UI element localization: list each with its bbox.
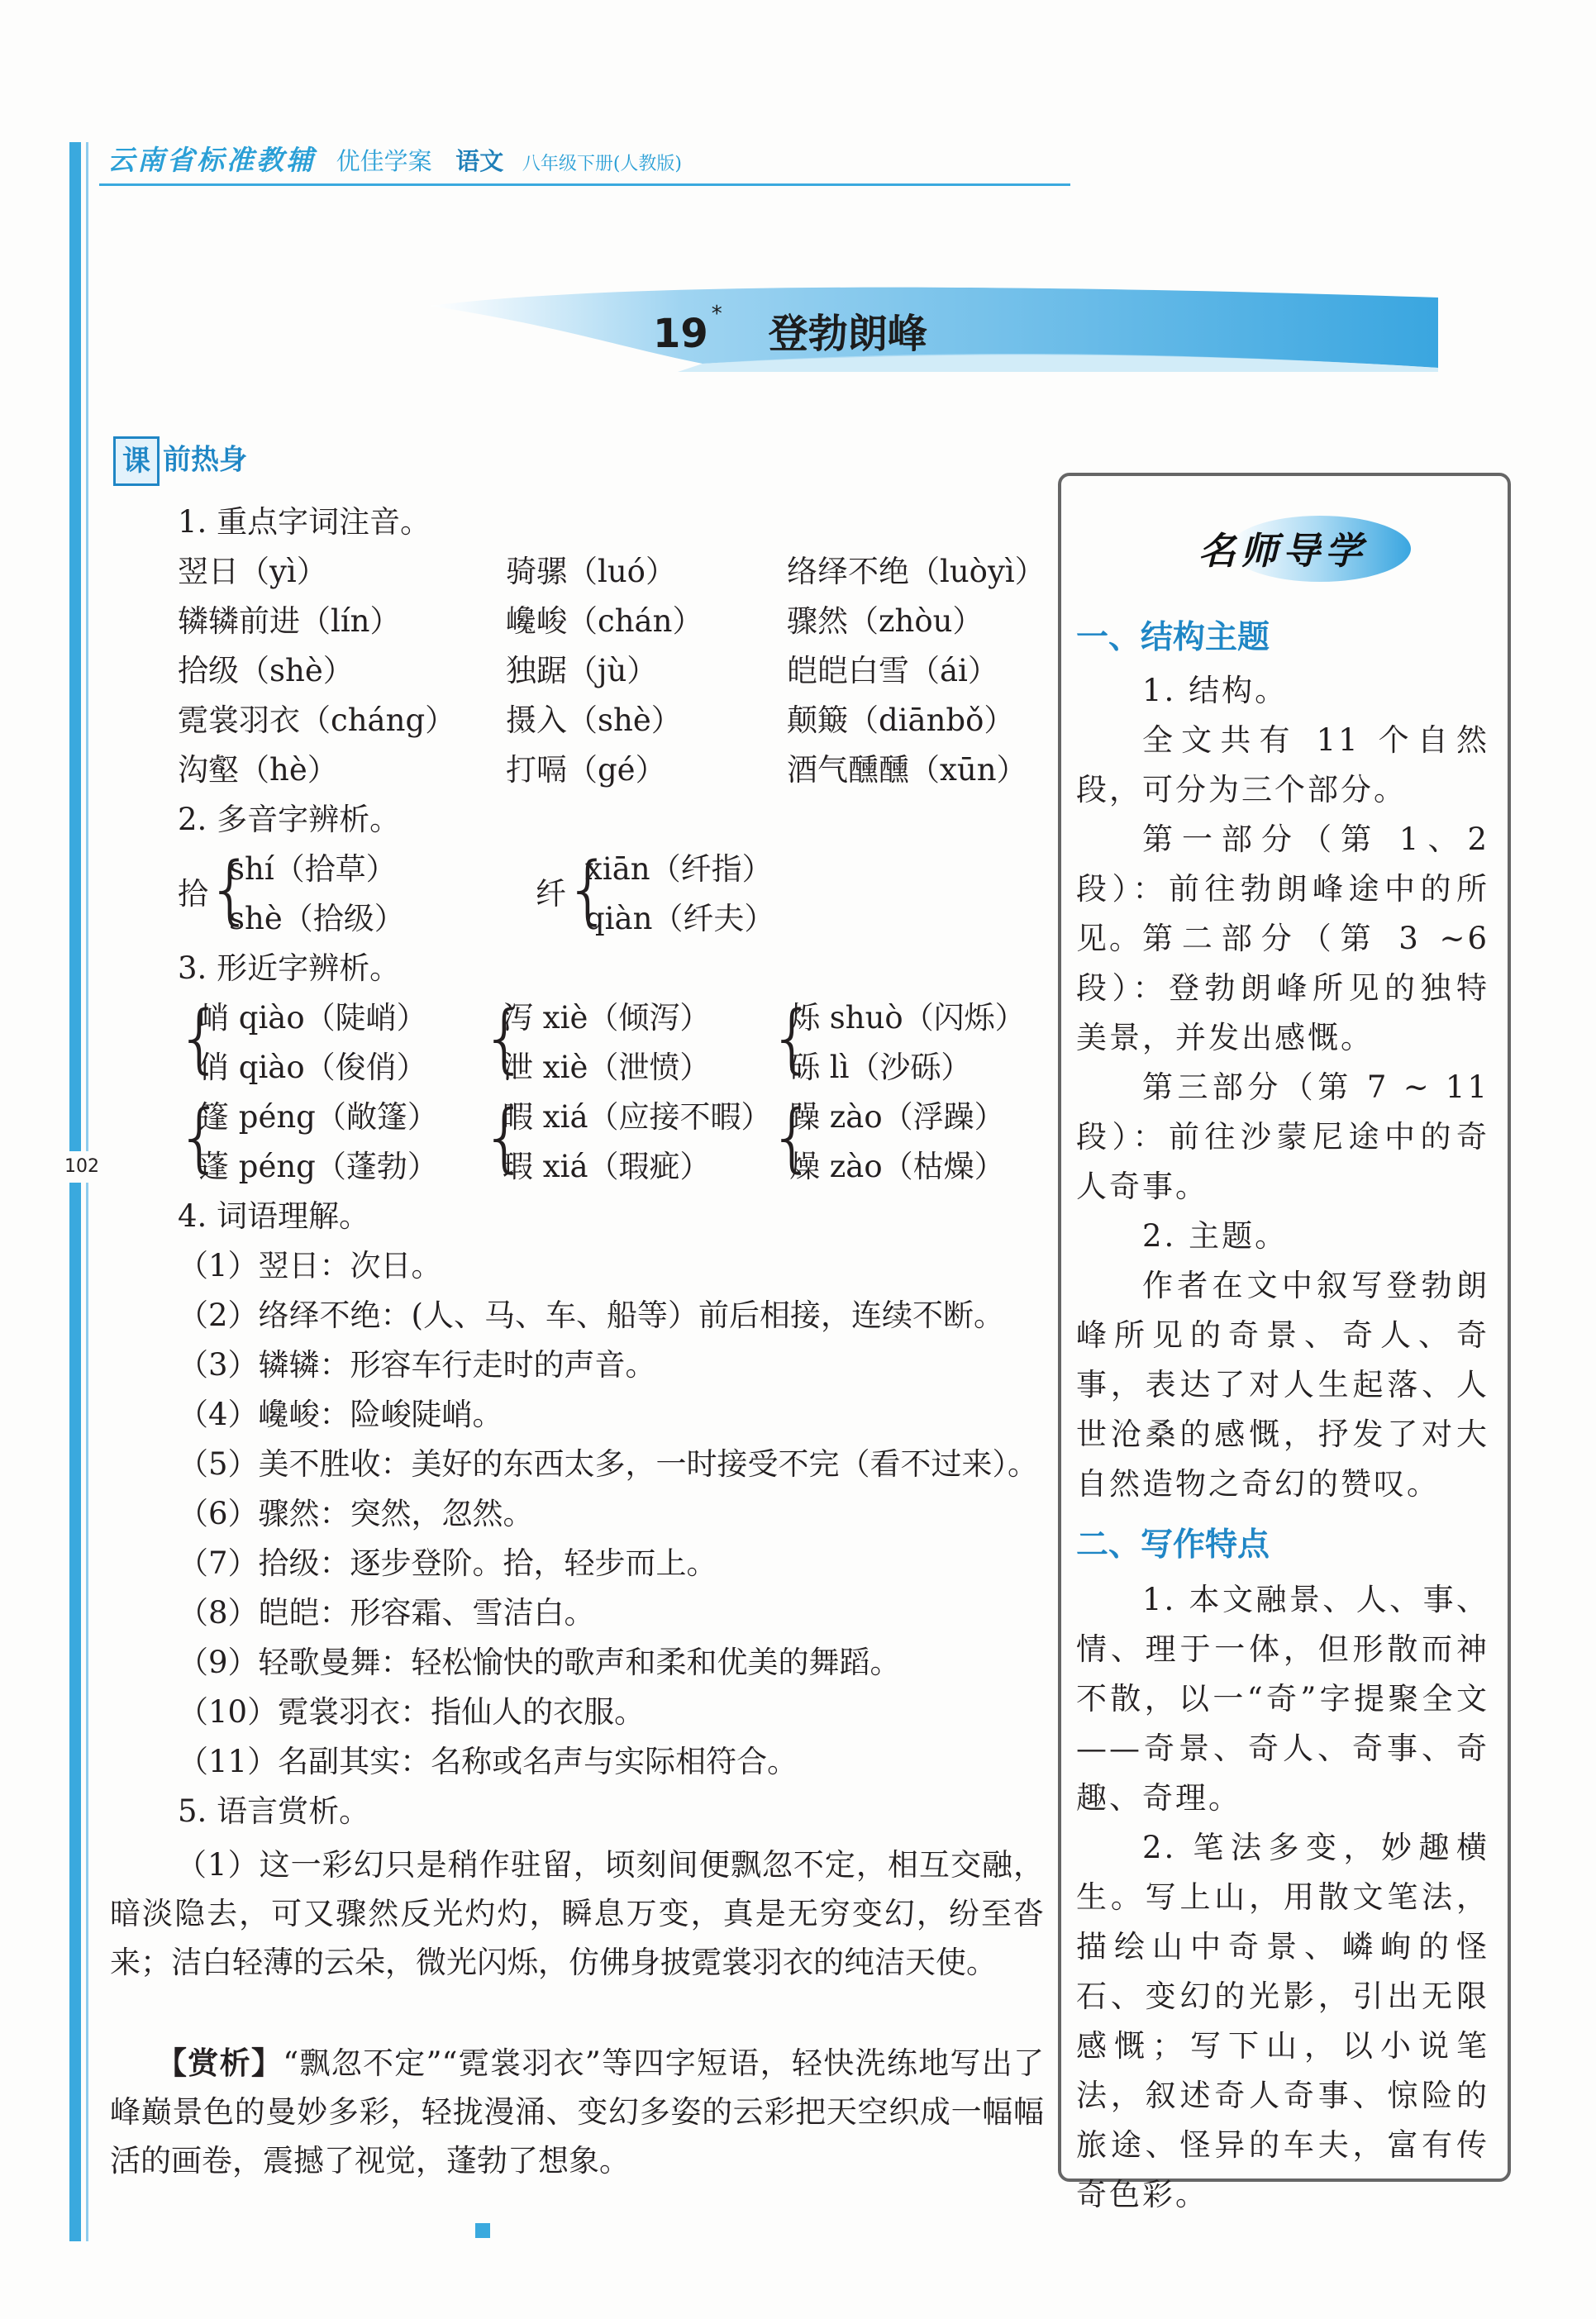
q1-cell: 骑骡（luó）: [506, 554, 676, 589]
q2-heading: 2. 多音字辨析。: [178, 802, 401, 837]
q3-item: 俏 qiào（俊俏）: [198, 1050, 427, 1085]
analysis-text: “飘忽不定”“霓裳羽衣”等四字短语，轻快洗练地写出了峰巅景色的曼妙多彩，轻拢漫涌、变幻多姿的云彩把天空织成一幅幅活的画卷，震撼了视觉，蓬勃了想象。: [110, 2045, 1045, 2179]
q1-cell: 络绎不绝（luòyì）: [787, 554, 1046, 589]
sidebar-section2-title: 二、写作特点: [1076, 1526, 1270, 1564]
list-item: （2）络绎不绝：(人、马、车、船等）前后相接，连续不断。: [178, 1298, 1004, 1333]
sidebar-paragraph: 2. 笔法多变，妙趣横生。写上山，用散文笔法，描绘山中奇景、嶙峋的怪石、变幻的光影，引出无限感慨；写下山，以小说笔法，叙述奇人奇事、惊险的旅途、怪异的车夫，富有传奇色彩。: [1076, 1830, 1489, 2212]
lesson-number: 19: [653, 311, 708, 357]
q2-item: qiàn（纤夫）: [585, 901, 775, 936]
q1-cell: 摄入（shè）: [506, 702, 682, 738]
q2-item: shè（拾级）: [229, 901, 405, 936]
list-item: （5）美不胜收：美好的东西太多，一时接受不完（看不过来）。: [178, 1446, 1039, 1482]
q1-cell: 骤然（zhòu）: [787, 603, 984, 639]
section-prep-heading: [113, 436, 247, 486]
q3-heading: 3. 形近字辨析。: [178, 950, 401, 986]
header-subject: 语文: [455, 147, 504, 175]
brace-glyph: {: [481, 995, 529, 1082]
q5-quote: （1）这一彩幻只是稍作驻留，顷刻间便飘忽不定，相互交融，暗淡隐去，可又骤然反光灼灼，瞬息万变，真是无穷变幻，纷至沓来；洁白轻薄的云朵，微光闪烁，仿佛身披霓裳羽衣的纯洁天使。: [110, 1847, 1044, 1980]
list-item: （9）轻歌曼舞：轻松愉快的歌声和柔和优美的舞蹈。: [178, 1645, 901, 1680]
list-item: （1）翌日：次日。: [178, 1248, 442, 1283]
q3-item: 烁 shuò（闪烁）: [789, 1000, 1026, 1036]
sidebar-paragraph: 第一部分（第 1、2 段）：前往勃朗峰途中的所见。: [1076, 821, 1489, 956]
lesson-name: 登勃朗峰: [768, 311, 927, 357]
header-grade: 八年级下册(人教版): [522, 154, 682, 174]
brace-glyph: {: [207, 846, 255, 933]
page-number: 102: [61, 1151, 102, 1183]
q3-item: 砾 lì（沙砾）: [789, 1050, 972, 1085]
q5-analysis: [110, 2039, 1044, 2185]
q3-item: 躁 zào（浮躁）: [789, 1099, 1005, 1135]
q1-cell: 皑皑白雪（ái）: [787, 653, 998, 688]
q1-cell: 颠簸（diānbǒ）: [787, 702, 1015, 738]
q5-heading: 5. 语言赏析。: [178, 1793, 370, 1829]
q3-item: 暇 xiá（应接不暇）: [503, 1099, 772, 1135]
list-item: （11）名副其实：名称或名声与实际相符合。: [178, 1744, 798, 1779]
brace-glyph: {: [481, 1094, 529, 1181]
sidebar-paragraph: 1. 本文融景、人、事、情、理于一体，但形散而神不散，以一“奇”字提聚全文——奇景、奇人、奇事、奇趣、奇理。: [1076, 1582, 1489, 1816]
sidebar-paragraph: 作者在文中叙写登勃朗峰所见的奇景、奇人、奇事，表达了对人生起落、人世沧桑的感慨，抒发了对大自然造物之奇幻的赞叹。: [1076, 1268, 1489, 1502]
header-rule: [99, 183, 1070, 186]
header-series: 云南省标准教辅: [107, 144, 316, 176]
list-item: （10）霓裳羽衣：指仙人的衣服。: [178, 1694, 646, 1730]
title-banner: [430, 281, 1438, 372]
lesson-title: [653, 302, 927, 359]
section-prep-box: 课: [113, 436, 160, 486]
q1-cell: 霓裳羽衣（cháng）: [178, 702, 456, 738]
brace-glyph: {: [176, 1094, 224, 1181]
q1-cell: 沟壑（hè）: [178, 752, 338, 788]
left-margin-line: [86, 142, 88, 2241]
q3-item: 蓬 péng（蓬勃）: [198, 1149, 438, 1184]
list-item: （6）骤然：突然，忽然。: [178, 1496, 534, 1531]
q1-cell: 拾级（shè）: [178, 653, 354, 688]
q2-char: 拾: [178, 876, 208, 912]
q1-cell: 酒气醺醺（xūn）: [787, 752, 1027, 788]
brace-glyph: {: [565, 846, 612, 933]
q3-item: 瑕 xiá（瑕疵）: [503, 1149, 711, 1184]
sidebar-section1-title: 一、结构主题: [1076, 619, 1270, 656]
sidebar-badge: 名师导学: [1198, 529, 1368, 573]
sidebar-paragraph: 第三部分（第 7 ~ 11 段）：前往沙蒙尼途中的奇人奇事。: [1076, 1069, 1489, 1204]
q2-char: 纤: [536, 876, 566, 912]
list-item: （3）辚辚：形容车行走时的声音。: [178, 1347, 656, 1383]
q1-cell: 打嗝（gé）: [506, 752, 666, 788]
sidebar-paragraph: 全文共有 11 个自然段，可分为三个部分。: [1076, 722, 1489, 807]
q2-item: shí（拾草）: [229, 851, 397, 887]
q4-heading: 4. 词语理解。: [178, 1198, 370, 1234]
page-header: [107, 139, 682, 178]
sidebar-paragraph: 第二部分（第 3 ~6 段）：登勃朗峰所见的独特美景，并发出感慨。: [1076, 921, 1489, 1055]
brace-glyph: {: [769, 1094, 817, 1181]
q3-item: 泄 xiè（泄愤）: [503, 1050, 711, 1085]
q3-item: 峭 qiào（陡峭）: [198, 1000, 427, 1036]
q1-cell: 翌日（yì）: [178, 554, 327, 589]
q3-item: 篷 péng（敞篷）: [198, 1099, 438, 1135]
bottom-square-mark: [475, 2223, 490, 2238]
list-item: （4）巉峻：险峻陡峭。: [178, 1397, 503, 1432]
brace-glyph: {: [176, 995, 224, 1082]
section-prep-label: 前热身: [163, 443, 247, 477]
sidebar-paragraph: 2. 主题。: [1142, 1218, 1289, 1254]
q1-heading: 1. 重点字词注音。: [178, 504, 431, 540]
analysis-label: 【赏析】: [156, 2045, 283, 2081]
left-margin-bar: [69, 142, 81, 2241]
q3-item: 燥 zào（枯燥）: [789, 1149, 1005, 1184]
list-item: （7）拾级：逐步登阶。拾，轻步而上。: [178, 1545, 717, 1581]
q1-cell: 辚辚前进（lín）: [178, 603, 401, 639]
lesson-mark: *: [711, 302, 722, 326]
header-book: 优佳学案: [336, 147, 432, 175]
q3-item: 泻 xiè（倾泻）: [503, 1000, 711, 1036]
list-item: （8）皑皑：形容霜、雪洁白。: [178, 1595, 595, 1631]
brace-glyph: {: [769, 995, 817, 1082]
q1-cell: 巉峻（chán）: [506, 603, 703, 639]
q2-item: xiān（纤指）: [585, 851, 773, 887]
sidebar-paragraph: 1. 结构。: [1142, 673, 1289, 708]
q1-cell: 独踞（jù）: [506, 653, 658, 688]
